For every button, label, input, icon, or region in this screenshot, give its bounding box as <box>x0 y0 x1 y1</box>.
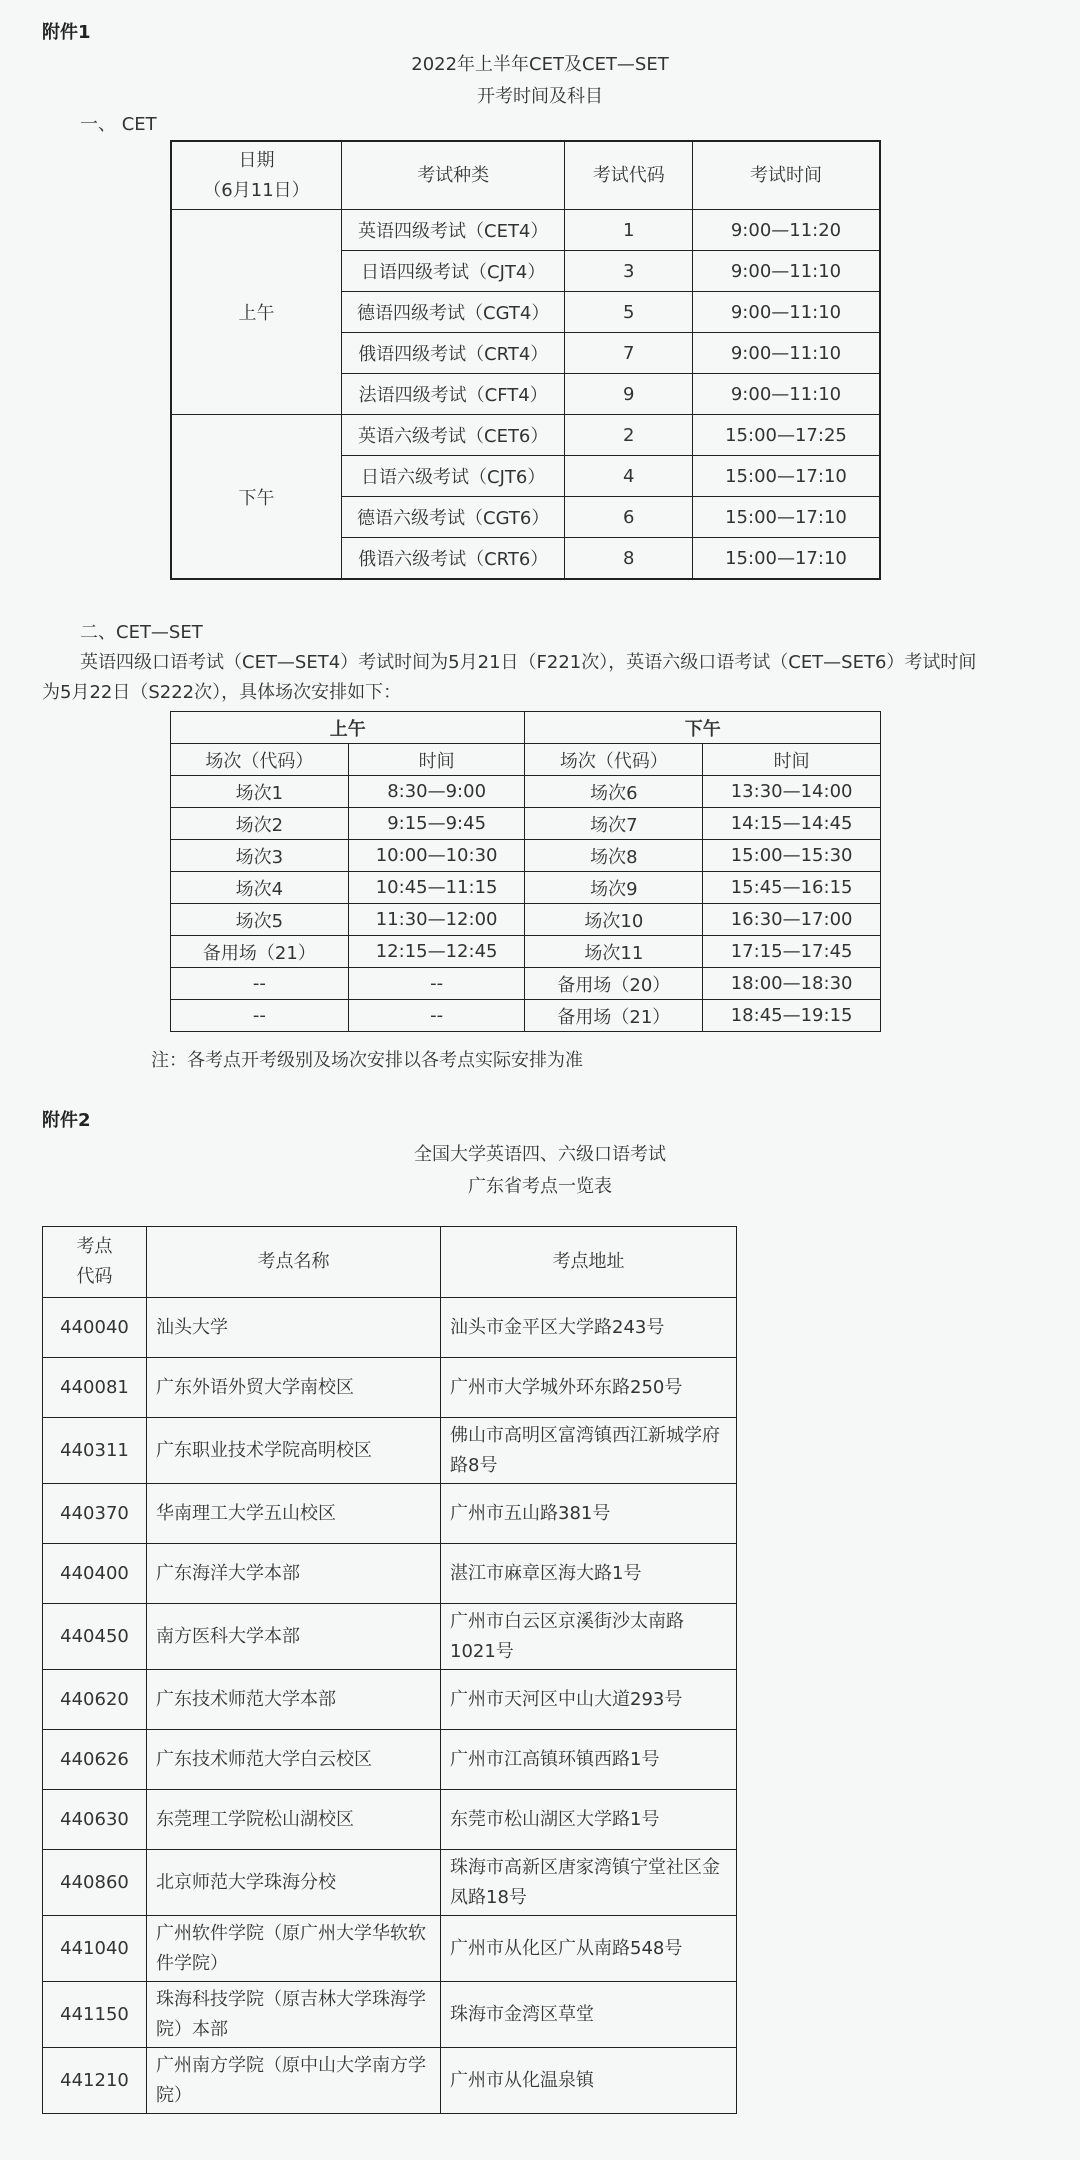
time-cell: 18:45—19:15 <box>703 1000 881 1032</box>
site-name-cell: 华南理工大学五山校区 <box>147 1484 441 1544</box>
table-row <box>43 1850 737 1916</box>
time-cell: 9:15—9:45 <box>348 808 525 840</box>
exam-code-cell: 2 <box>565 415 693 456</box>
site-code-cell: 440370 <box>43 1484 147 1544</box>
header-date-label: 日期 <box>238 149 275 171</box>
header-exam-code: 考试代码 <box>565 141 693 210</box>
session-cell: -- <box>171 1000 349 1032</box>
time-cell: 13:30—14:00 <box>703 776 881 808</box>
exam-code-cell: 3 <box>565 251 693 292</box>
session-cell: 备用场（20） <box>525 968 703 1000</box>
header-exam-type: 考试种类 <box>341 141 564 210</box>
header-session-code: 场次（代码） <box>525 744 703 776</box>
site-address-cell: 湛江市麻章区海大路1号 <box>441 1544 737 1604</box>
session-cell: -- <box>171 968 349 1000</box>
header-date <box>171 141 341 210</box>
time-cell: 10:45—11:15 <box>348 872 525 904</box>
exam-code-cell: 8 <box>565 538 693 580</box>
table-row <box>43 1484 737 1544</box>
table-header-row <box>43 1227 737 1298</box>
site-address-cell: 汕头市金平区大学路243号 <box>441 1298 737 1358</box>
exam-time-cell: 9:00—11:10 <box>692 292 880 333</box>
site-address-cell: 佛山市高明区富湾镇西江新城学府路8号 <box>441 1418 737 1484</box>
site-name-cell: 广州软件学院（原广州大学华软软件学院） <box>147 1916 441 1982</box>
session-cell: 场次5 <box>171 904 349 936</box>
site-code-cell: 441040 <box>43 1916 147 1982</box>
attachment2-label: 附件2 <box>42 1110 91 1131</box>
time-cell: 10:00—10:30 <box>348 840 525 872</box>
time-cell: 15:00—15:30 <box>703 840 881 872</box>
exam-type-cell: 英语六级考试（CET6） <box>341 415 564 456</box>
site-address-cell: 广州市白云区京溪街沙太南路1021号 <box>441 1604 737 1670</box>
site-code-cell: 440450 <box>43 1604 147 1670</box>
session-cell: 场次6 <box>525 776 703 808</box>
attachment1-subtitle: 开考时间及科目 <box>477 86 603 107</box>
site-name-cell: 广东海洋大学本部 <box>147 1544 441 1604</box>
site-name-cell: 东莞理工学院松山湖校区 <box>147 1790 441 1850</box>
header-exam-time: 考试时间 <box>692 141 880 210</box>
time-cell: -- <box>348 968 525 1000</box>
attachment1-label: 附件1 <box>42 22 91 43</box>
cet-schedule-table <box>170 140 881 580</box>
table-row <box>43 1298 737 1358</box>
exam-time-cell: 9:00—11:10 <box>692 374 880 415</box>
exam-type-cell: 俄语六级考试（CRT6） <box>341 538 564 580</box>
section-cet-set-paragraph-line1: 英语四级口语考试（CET—SET4）考试时间为5月21日（F221次），英语六级口语考试（CET—SET6）考试时间 <box>80 652 977 673</box>
session-cell: 场次2 <box>171 808 349 840</box>
table-row <box>43 1418 737 1484</box>
site-name-cell: 广东职业技术学院高明校区 <box>147 1418 441 1484</box>
site-name-cell: 广东外语外贸大学南校区 <box>147 1358 441 1418</box>
exam-type-cell: 法语四级考试（CFT4） <box>341 374 564 415</box>
exam-code-cell: 6 <box>565 497 693 538</box>
table-header-row <box>171 141 880 210</box>
table-subheader-row <box>171 744 881 776</box>
exam-time-cell: 15:00—17:10 <box>692 456 880 497</box>
table-row <box>43 1790 737 1850</box>
exam-time-cell: 15:00—17:10 <box>692 538 880 580</box>
table-row <box>171 776 881 808</box>
exam-code-cell: 7 <box>565 333 693 374</box>
table-row <box>43 1916 737 1982</box>
session-schedule-table <box>170 711 881 1032</box>
time-cell: 12:15—12:45 <box>348 936 525 968</box>
site-address-cell: 珠海市高新区唐家湾镇宁堂社区金凤路18号 <box>441 1850 737 1916</box>
header-time: 时间 <box>348 744 525 776</box>
site-address-cell: 东莞市松山湖区大学路1号 <box>441 1790 737 1850</box>
table-row <box>43 2048 737 2114</box>
table-row <box>43 1544 737 1604</box>
site-address-cell: 广州市江高镇环镇西路1号 <box>441 1730 737 1790</box>
time-cell: 16:30—17:00 <box>703 904 881 936</box>
exam-time-cell: 15:00—17:25 <box>692 415 880 456</box>
site-address-cell: 广州市天河区中山大道293号 <box>441 1670 737 1730</box>
table-row <box>171 415 880 456</box>
site-name-cell: 广东技术师范大学本部 <box>147 1670 441 1730</box>
section-cet-set-heading: 二、CET—SET <box>80 622 203 643</box>
table-row <box>43 1670 737 1730</box>
attachment2-subtitle: 广东省考点一览表 <box>468 1176 612 1197</box>
exam-type-cell: 俄语四级考试（CRT4） <box>341 333 564 374</box>
site-name-cell: 广州南方学院（原中山大学南方学院） <box>147 2048 441 2114</box>
header-session-code: 场次（代码） <box>171 744 349 776</box>
table-row <box>171 808 881 840</box>
exam-time-cell: 9:00—11:10 <box>692 251 880 292</box>
exam-type-cell: 德语四级考试（CGT4） <box>341 292 564 333</box>
exam-time-cell: 9:00—11:20 <box>692 210 880 251</box>
site-name-cell: 广东技术师范大学白云校区 <box>147 1730 441 1790</box>
exam-code-cell: 9 <box>565 374 693 415</box>
table-row <box>171 1000 881 1032</box>
session-cell: 备用场（21） <box>525 1000 703 1032</box>
session-cell: 场次8 <box>525 840 703 872</box>
period-cell: 下午 <box>171 415 341 580</box>
session-cell: 场次11 <box>525 936 703 968</box>
header-afternoon: 下午 <box>525 712 881 744</box>
exam-code-cell: 1 <box>565 210 693 251</box>
session-cell: 场次3 <box>171 840 349 872</box>
header-site-name: 考点名称 <box>147 1227 441 1298</box>
header-site-code-line2: 代码 <box>76 1266 113 1287</box>
site-address-cell: 广州市从化温泉镇 <box>441 2048 737 2114</box>
table-row <box>43 1604 737 1670</box>
attachment2-title: 全国大学英语四、六级口语考试 <box>414 1144 666 1165</box>
site-name-cell: 汕头大学 <box>147 1298 441 1358</box>
exam-site-table <box>42 1226 737 2114</box>
time-cell: 18:00—18:30 <box>703 968 881 1000</box>
site-name-cell: 南方医科大学本部 <box>147 1604 441 1670</box>
exam-type-cell: 英语四级考试（CET4） <box>341 210 564 251</box>
site-code-cell: 441210 <box>43 2048 147 2114</box>
table-row <box>43 1358 737 1418</box>
time-cell: 14:15—14:45 <box>703 808 881 840</box>
session-cell: 场次4 <box>171 872 349 904</box>
header-site-code <box>43 1227 147 1298</box>
exam-type-cell: 日语六级考试（CJT6） <box>341 456 564 497</box>
site-code-cell: 440626 <box>43 1730 147 1790</box>
period-cell: 上午 <box>171 210 341 415</box>
site-code-cell: 440620 <box>43 1670 147 1730</box>
table-row <box>171 904 881 936</box>
exam-type-cell: 德语六级考试（CGT6） <box>341 497 564 538</box>
site-code-cell: 440311 <box>43 1418 147 1484</box>
header-site-address: 考点地址 <box>441 1227 737 1298</box>
site-code-cell: 441150 <box>43 1982 147 2048</box>
attachment1-title: 2022年上半年CET及CET—SET <box>411 54 669 75</box>
table-row <box>171 872 881 904</box>
section-cet-set-paragraph-line2: 为5月22日（S222次），具体场次安排如下： <box>42 682 402 703</box>
table-header-row <box>171 712 881 744</box>
table-row <box>171 968 881 1000</box>
exam-time-cell: 9:00—11:10 <box>692 333 880 374</box>
site-name-cell: 北京师范大学珠海分校 <box>147 1850 441 1916</box>
session-cell: 场次10 <box>525 904 703 936</box>
table-row <box>171 210 880 251</box>
time-cell: 8:30—9:00 <box>348 776 525 808</box>
header-time: 时间 <box>703 744 881 776</box>
site-code-cell: 440081 <box>43 1358 147 1418</box>
header-date-value: （6月11日） <box>203 179 310 201</box>
table-row <box>43 1730 737 1790</box>
time-cell: 17:15—17:45 <box>703 936 881 968</box>
exam-time-cell: 15:00—17:10 <box>692 497 880 538</box>
session-cell: 场次7 <box>525 808 703 840</box>
table-row <box>171 936 881 968</box>
note-text: 注：各考点开考级别及场次安排以各考点实际安排为准 <box>151 1050 583 1071</box>
time-cell: 15:45—16:15 <box>703 872 881 904</box>
header-site-code-line1: 考点 <box>76 1236 113 1257</box>
time-cell: -- <box>348 1000 525 1032</box>
site-code-cell: 440040 <box>43 1298 147 1358</box>
site-name-cell: 珠海科技学院（原吉林大学珠海学院）本部 <box>147 1982 441 2048</box>
site-address-cell: 广州市五山路381号 <box>441 1484 737 1544</box>
exam-code-cell: 5 <box>565 292 693 333</box>
site-address-cell: 广州市大学城外环东路250号 <box>441 1358 737 1418</box>
site-address-cell: 广州市从化区广从南路548号 <box>441 1916 737 1982</box>
site-address-cell: 珠海市金湾区草堂 <box>441 1982 737 2048</box>
session-cell: 场次9 <box>525 872 703 904</box>
header-morning: 上午 <box>171 712 525 744</box>
site-code-cell: 440860 <box>43 1850 147 1916</box>
table-row <box>171 840 881 872</box>
session-cell: 备用场（21） <box>171 936 349 968</box>
time-cell: 11:30—12:00 <box>348 904 525 936</box>
site-code-cell: 440400 <box>43 1544 147 1604</box>
exam-type-cell: 日语四级考试（CJT4） <box>341 251 564 292</box>
site-code-cell: 440630 <box>43 1790 147 1850</box>
exam-code-cell: 4 <box>565 456 693 497</box>
table-row <box>43 1982 737 2048</box>
section-cet-heading: 一、 CET <box>80 114 157 135</box>
session-cell: 场次1 <box>171 776 349 808</box>
